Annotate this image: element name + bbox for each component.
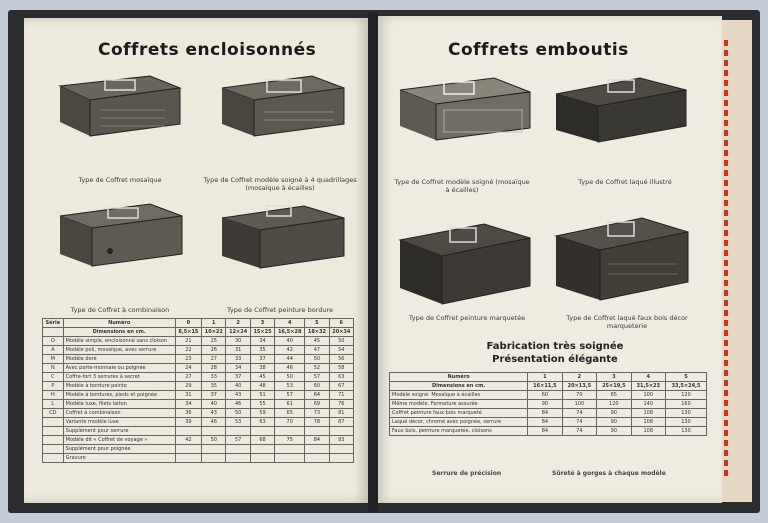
price-cell: 63 (250, 418, 274, 427)
price-cell: 47 (305, 346, 329, 355)
price-cell: 33 (226, 355, 250, 364)
binding-spine (368, 12, 378, 512)
price-cell: 100 (562, 400, 596, 409)
series-cell: O (43, 337, 64, 346)
box-illustration-4 (212, 196, 347, 271)
table-row (390, 400, 707, 409)
price-cell: 65 (275, 409, 305, 418)
price-cell: 63 (329, 373, 353, 382)
price-cell: 48 (250, 382, 274, 391)
price-cell (175, 427, 201, 436)
table-subheader-row (43, 328, 354, 337)
price-cell: 52 (305, 364, 329, 373)
price-cell: 53 (275, 382, 305, 391)
table-row (390, 418, 707, 427)
series-cell: H (43, 391, 64, 400)
price-cell: 28 (202, 364, 226, 373)
table-header-cell: 16×11,5 (528, 382, 562, 391)
table-header-cell: 2 (562, 373, 596, 382)
row-label-cell: Modèle simple, encloisonné sans cloison (63, 337, 175, 346)
price-cell: 100 (631, 391, 665, 400)
price-cell: 40 (226, 382, 250, 391)
price-cell: 35 (250, 346, 274, 355)
table-header-cell: Série (43, 319, 64, 328)
box-illustration-2 (212, 66, 347, 141)
table-header-cell: 3 (250, 319, 274, 328)
price-cell: 108 (631, 409, 665, 418)
table-header-cell: 12×24 (226, 328, 250, 337)
table-header-cell: Numéro (63, 319, 175, 328)
table-subheader-row (390, 382, 707, 391)
series-cell (43, 445, 64, 454)
box-illustration-8 (552, 208, 692, 306)
price-cell: 90 (597, 418, 631, 427)
table-row (43, 436, 354, 445)
table-row (390, 409, 707, 418)
price-cell: 39 (175, 418, 201, 427)
table-header-row (390, 373, 707, 382)
price-cell (250, 427, 274, 436)
row-label-cell: Gravure (63, 454, 175, 463)
price-cell: 74 (562, 418, 596, 427)
left-price-table (42, 318, 354, 463)
price-cell: 84 (528, 427, 562, 436)
table-row (43, 364, 354, 373)
price-cell: 46 (226, 400, 250, 409)
price-cell: 35 (202, 382, 226, 391)
price-cell: 37 (250, 355, 274, 364)
price-cell: 38 (250, 364, 274, 373)
price-cell: 130 (666, 409, 707, 418)
price-cell: 37 (202, 391, 226, 400)
table-row (43, 445, 354, 454)
price-cell: 31 (175, 391, 201, 400)
price-cell (175, 445, 201, 454)
table-header-cell: 31,5×23 (631, 382, 665, 391)
table-header-cell: 1 (202, 319, 226, 328)
price-cell: 50 (275, 373, 305, 382)
price-cell: 26 (202, 346, 226, 355)
price-cell: 50 (202, 436, 226, 445)
right-price-table (389, 372, 707, 436)
price-cell: 67 (329, 382, 353, 391)
price-cell: 43 (202, 409, 226, 418)
price-cell: 60 (528, 391, 562, 400)
footer-right-note: Sûreté à gorges à chaque modèle (552, 470, 666, 477)
price-cell: 46 (202, 418, 226, 427)
table-header-cell: Dimensions en cm. (390, 382, 528, 391)
table-header-cell: 18×32 (305, 328, 329, 337)
series-cell (43, 436, 64, 445)
table-row (390, 427, 707, 436)
price-cell: 120 (597, 400, 631, 409)
price-cell (202, 454, 226, 463)
price-cell: 64 (305, 391, 329, 400)
table-row (43, 454, 354, 463)
right-caption-2: Type de Coffret laqué illustré (578, 178, 672, 186)
price-cell (305, 427, 329, 436)
price-cell: 160 (666, 400, 707, 409)
table-header-cell: 20×34 (329, 328, 353, 337)
price-cell: 22 (175, 346, 201, 355)
price-cell: 55 (250, 400, 274, 409)
price-cell: 40 (202, 400, 226, 409)
price-cell: 34 (226, 364, 250, 373)
price-cell: 33 (202, 373, 226, 382)
table-header-cell: 5 (666, 373, 707, 382)
box-illustration-1 (50, 66, 185, 141)
price-cell: 57 (226, 436, 250, 445)
price-cell (275, 445, 305, 454)
tagline-line-1: Fabrication très soignée (486, 341, 624, 352)
price-cell: 25 (202, 337, 226, 346)
price-cell (305, 445, 329, 454)
price-cell: 93 (329, 436, 353, 445)
table-header-cell: 6 (329, 319, 353, 328)
price-cell: 27 (175, 373, 201, 382)
box-illustration-5 (394, 70, 534, 145)
price-cell: 74 (562, 427, 596, 436)
table-header-cell: 4 (275, 319, 305, 328)
price-cell: 30 (226, 337, 250, 346)
price-cell (305, 454, 329, 463)
price-cell: 75 (275, 436, 305, 445)
table-header-row (43, 319, 354, 328)
footer-left-note: Serrure de précision (432, 470, 502, 477)
row-label-cell: Même modèle. Fermeture assurée (390, 400, 528, 409)
tagline (390, 340, 720, 366)
box-illustration-6 (552, 70, 690, 145)
table-header-cell: 5 (305, 319, 329, 328)
table-header-cell (43, 328, 64, 337)
series-cell: M (43, 355, 64, 364)
series-cell (43, 418, 64, 427)
price-cell: 50 (329, 337, 353, 346)
price-cell: 108 (631, 427, 665, 436)
price-cell: 87 (329, 418, 353, 427)
price-cell: 71 (329, 391, 353, 400)
table-row (390, 391, 707, 400)
price-cell: 84 (305, 436, 329, 445)
price-cell: 70 (275, 418, 305, 427)
price-cell: 51 (250, 391, 274, 400)
price-cell: 130 (666, 427, 707, 436)
price-cell: 44 (275, 355, 305, 364)
price-cell: 68 (250, 436, 274, 445)
table-header-cell: 4 (631, 373, 665, 382)
price-cell: 59 (250, 409, 274, 418)
row-label-cell: Supplément pour poignée (63, 445, 175, 454)
price-cell: 76 (329, 400, 353, 409)
left-caption-1: Type de Coffret mosaïque (78, 176, 162, 184)
table-header-cell: 33,5×24,5 (666, 382, 707, 391)
price-cell: 85 (597, 391, 631, 400)
box-illustration-3 (50, 196, 185, 271)
table-header-cell: 3 (597, 373, 631, 382)
price-cell (226, 427, 250, 436)
row-label-cell: Supplément pour serrure (63, 427, 175, 436)
right-caption-3: Type de Coffret peinture marquetée (408, 314, 526, 322)
series-cell: CD (43, 409, 64, 418)
price-cell (202, 445, 226, 454)
row-label-cell: Faux bois, peinture marquetée, cloisons (390, 427, 528, 436)
left-caption-2: Type de Coffret modèle soigné à 4 quadrillages (mosaïque à écailles) (203, 176, 357, 192)
table-row (43, 382, 354, 391)
table-row (43, 373, 354, 382)
price-cell: 73 (305, 409, 329, 418)
series-cell: L (43, 400, 64, 409)
row-label-cell: Modèle à bordure peinte (63, 382, 175, 391)
price-cell: 34 (175, 400, 201, 409)
table-row (43, 391, 354, 400)
price-cell: 84 (528, 409, 562, 418)
price-cell: 54 (329, 346, 353, 355)
table-header-cell: 25×19,5 (597, 382, 631, 391)
row-label-cell: Avec porte-monnaie ou poignée (63, 364, 175, 373)
row-label-cell: Coffret peinture faux bois marqueté (390, 409, 528, 418)
price-cell: 108 (631, 418, 665, 427)
left-caption-4: Type de Coffret peinture bordure (226, 306, 334, 314)
price-cell (202, 427, 226, 436)
series-cell (43, 427, 64, 436)
price-cell (275, 427, 305, 436)
price-cell: 42 (175, 436, 201, 445)
right-caption-4: Type de Coffret laqué faux bois décor marqueterie (566, 314, 688, 330)
price-cell: 31 (226, 346, 250, 355)
price-cell: 45 (305, 337, 329, 346)
right-page-title: Coffrets emboutis (448, 40, 629, 60)
price-cell: 78 (305, 418, 329, 427)
price-cell (226, 454, 250, 463)
price-cell: 34 (250, 337, 274, 346)
price-cell (329, 427, 353, 436)
table-header-cell: 16,5×28 (275, 328, 305, 337)
series-cell: N (43, 364, 64, 373)
price-cell: 46 (275, 364, 305, 373)
price-cell (329, 445, 353, 454)
price-cell: 90 (528, 400, 562, 409)
price-cell: 40 (275, 337, 305, 346)
table-header-cell: 2 (226, 319, 250, 328)
price-cell (175, 454, 201, 463)
price-cell: 50 (305, 355, 329, 364)
left-page-title: Coffrets encloisonnés (98, 40, 317, 60)
table-header-cell: 15×25 (250, 328, 274, 337)
price-cell: 140 (631, 400, 665, 409)
price-cell: 43 (226, 391, 250, 400)
row-label-cell: Coffret à combinaison (63, 409, 175, 418)
row-label-cell: Modèle doré (63, 355, 175, 364)
series-cell: C (43, 373, 64, 382)
series-cell: A (43, 346, 64, 355)
table-row (43, 400, 354, 409)
price-cell: 36 (175, 409, 201, 418)
tagline-line-2: Présentation élégante (492, 354, 618, 365)
row-label-cell: Coffre-fort 3 serrures à secret (63, 373, 175, 382)
price-cell: 61 (275, 400, 305, 409)
price-cell: 42 (275, 346, 305, 355)
row-label-cell: Variante modèle luxe (63, 418, 175, 427)
series-cell (43, 454, 64, 463)
table-header-cell: 20×13,5 (562, 382, 596, 391)
price-cell (250, 454, 274, 463)
row-label-cell: Modèle poli, mosaïque, avec serrure (63, 346, 175, 355)
price-cell: 50 (226, 409, 250, 418)
price-cell: 53 (226, 418, 250, 427)
table-row (43, 355, 354, 364)
price-cell: 57 (305, 373, 329, 382)
price-cell: 29 (175, 382, 201, 391)
price-cell: 90 (597, 409, 631, 418)
price-cell (275, 454, 305, 463)
price-cell: 56 (329, 355, 353, 364)
price-cell: 70 (562, 391, 596, 400)
price-cell: 45 (250, 373, 274, 382)
row-label-cell: Modèle à bordures, pieds et poignée (63, 391, 175, 400)
table-header-cell: 1 (528, 373, 562, 382)
price-cell: 69 (305, 400, 329, 409)
price-cell (329, 454, 353, 463)
box-illustration-7 (394, 214, 534, 309)
price-cell (250, 445, 274, 454)
price-cell (226, 445, 250, 454)
price-cell: 58 (329, 364, 353, 373)
series-cell: P (43, 382, 64, 391)
table-header-cell: 8,5×15 (175, 328, 201, 337)
table-row (43, 418, 354, 427)
table-row (43, 427, 354, 436)
price-cell: 74 (562, 409, 596, 418)
table-header-cell: 0 (175, 319, 201, 328)
table-row (43, 337, 354, 346)
price-cell: 60 (305, 382, 329, 391)
price-cell: 21 (175, 337, 201, 346)
price-cell: 37 (226, 373, 250, 382)
price-cell: 24 (175, 364, 201, 373)
row-label-cell: Modèle dit « Coffret de voyage » (63, 436, 175, 445)
row-label-cell: Modèle soigné. Mosaïque à écailles (390, 391, 528, 400)
price-cell: 84 (528, 418, 562, 427)
price-cell: 57 (275, 391, 305, 400)
price-cell: 120 (666, 391, 707, 400)
row-label-cell: Laqué décor, chromé avec poignée, serrure (390, 418, 528, 427)
price-cell: 23 (175, 355, 201, 364)
left-caption-3: Type de Coffret à combinaison (70, 306, 170, 314)
price-cell: 130 (666, 418, 707, 427)
price-cell: 90 (597, 427, 631, 436)
table-row (43, 346, 354, 355)
row-label-cell: Modèle luxe, filets laiton (63, 400, 175, 409)
table-header-cell: 10×22 (202, 328, 226, 337)
table-row (43, 409, 354, 418)
price-cell: 81 (329, 409, 353, 418)
table-header-cell: Dimensions en cm. (63, 328, 175, 337)
price-cell: 27 (202, 355, 226, 364)
right-caption-1: Type de Coffret modèle soigné (mosaïque à écailles) (394, 178, 530, 194)
table-header-cell: Numéro (390, 373, 528, 382)
red-stitching (724, 40, 728, 480)
